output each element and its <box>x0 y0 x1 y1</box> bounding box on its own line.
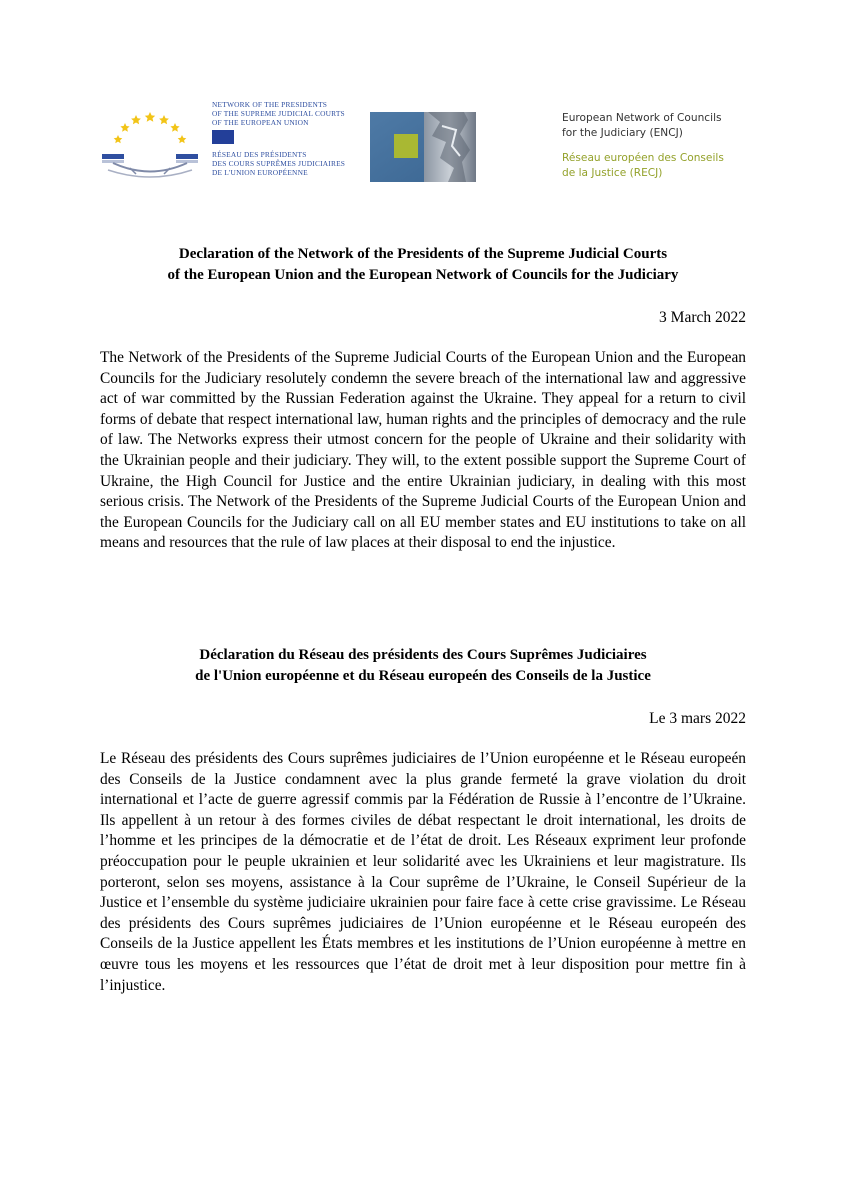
encj-logo-line: Réseau européen des Conseils <box>562 152 724 164</box>
declaration-title-fr <box>100 645 746 687</box>
declaration-body-fr: Le Réseau des présidents des Cours suprêmes judiciaires de l’Union européenne et le Réseau europeén des Conseils de la Justice condamnent avec la plus grande fermeté la grave violation du droit international et l’acte de guerre agressif commis par la Fédération de Russie à l’encontre de l’Ukraine. Ils appellent à un retour à des formes civiles de débat respectant le droit international, les droits de l’homme et les principes de la démocratie et de l’état de droit. Les Réseaux expriment leur profonde préoccupation pour le peuple ukrainien et leur solidarité avec les Ukrainiens et leur magistrature. Ils porteront, selon ses moyens, assistance à la Cour suprême de l’Ukraine, le Conseil Supérieur de la Justice et l’ensemble du système judiciaire ukrainien pour faire face à cette crise gravissime. Le Réseau des présidents des Cours suprêmes judiciaires de l’Union européenne et le Réseau europeén des Conseils de la Justice appellent les États membres et les institutions de l’Union européenne à mettre en œuvre tous les moyens et les ressources que l’état de droit met à leur disposition pour mettre fin à l’injustice. <box>100 750 746 994</box>
nps-logo-line: NETWORK OF THE PRESIDENTS <box>212 100 328 109</box>
title-line: Declaration of the Network of the Presidents of the Supreme Judicial Courts <box>178 246 668 262</box>
nps-logo-line: DE L'UNION EUROPÉENNE <box>212 168 308 177</box>
declaration-title-en <box>100 244 746 286</box>
encj-logo-text <box>562 111 762 180</box>
title-line: de l'Union européenne et du Réseau europeén des Conseils de la Justice <box>195 668 651 684</box>
nps-logo-text <box>212 100 352 180</box>
title-line: of the European Union and the European Network of Councils for the Judiciary <box>167 267 679 283</box>
encj-logo-line: de la Justice (RECJ) <box>562 166 663 179</box>
nps-logo-line: RÉSEAU DES PRÉSIDENTS <box>212 150 307 159</box>
encj-logo-line: for the Judiciary (ENCJ) <box>562 126 683 139</box>
nps-scales-emblem-icon <box>100 110 200 182</box>
nps-logo-line: OF THE EUROPEAN UNION <box>212 118 309 127</box>
declaration-body-en: The Network of the Presidents of the Supreme Judicial Courts of the European Union and the European Councils for the Judiciary resolutely condemn the severe breach of the international law and aggressive act of war committed by the Russian Federation against the Ukraine. They appeal for a return to civil forms of debate that respect international law, human rights and the principles of democracy and the rule of law. The Networks express their utmost concern for the people of Ukraine and their solidarity with the Ukrainian people and their judiciary. They will, to the extent possible support the Supreme Court of Ukraine, the High Council for Justice and the entire Ukrainian judiciary, in dealing with this most serious crisis. The Network of the Presidents of the Supreme Judicial Courts of the European Union and the European Councils for the Judiciary call on all EU member states and EU institutions to take on all means and resources that the rule of law places at their disposal to end the injustice. <box>100 349 746 552</box>
letterhead <box>100 96 750 196</box>
declaration-date-en: 3 March 2022 <box>659 309 746 326</box>
encj-justice-statue-icon <box>370 112 476 182</box>
nps-logo-line: OF THE SUPREME JUDICIAL COURTS <box>212 109 345 118</box>
nps-logo-line: DES COURS SUPRÊMES JUDICIAIRES <box>212 159 346 168</box>
declaration-date-fr: Le 3 mars 2022 <box>649 710 746 727</box>
title-line: Déclaration du Réseau des présidents des Cours Suprêmes Judiciaires <box>199 647 647 663</box>
eu-flag-icon <box>212 130 234 144</box>
encj-logo-line: European Network of Councils <box>562 112 722 124</box>
